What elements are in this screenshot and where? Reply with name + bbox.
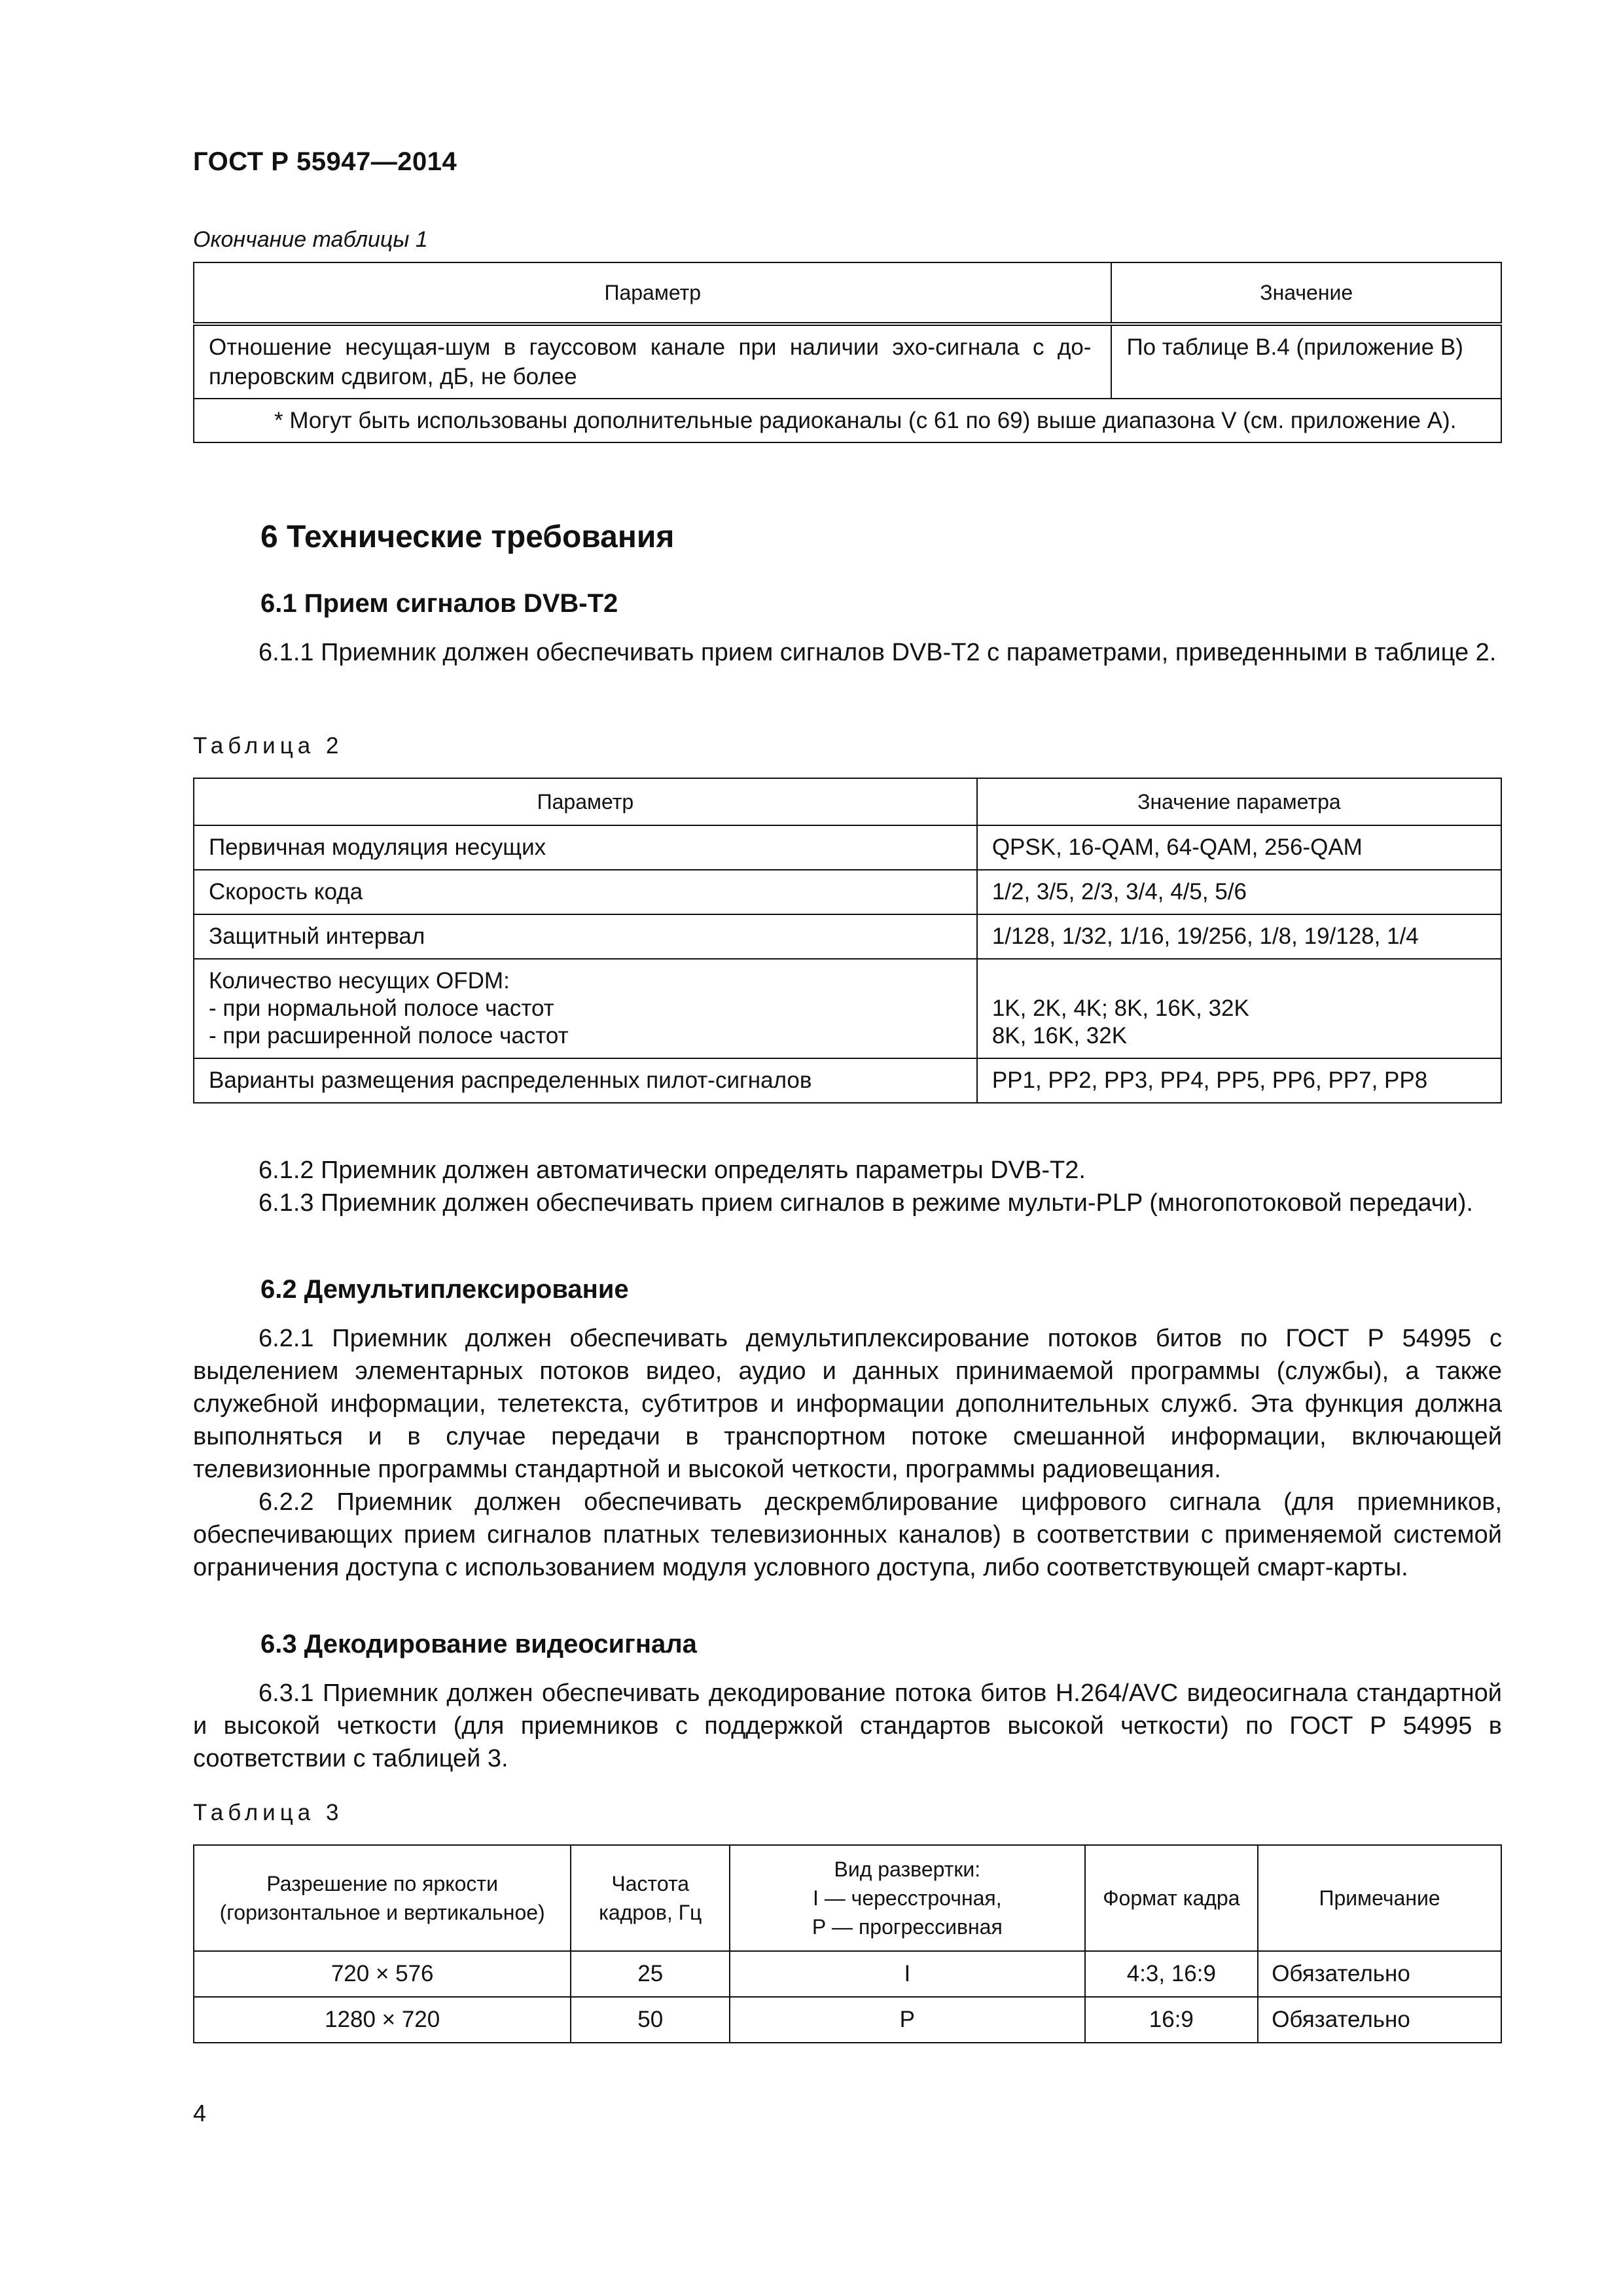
paragraph-6-1-2: 6.1.2 Приемник должен автоматически определять параметры DVB-T2. <box>259 1157 1086 1184</box>
table-3 <box>193 1844 1502 2043</box>
table2-param-cell: Первичная модуляция несущих <box>194 825 977 870</box>
table3-scan-cell: I <box>730 1951 1084 1997</box>
table2-value-cell: PP1, PP2, PP3, PP4, PP5, PP6, PP7, PP8 <box>977 1058 1501 1103</box>
section-6-1-title: 6.1 Прием сигналов DVB-T2 <box>260 589 618 618</box>
standard-code: ГОСТ Р 55947—2014 <box>193 147 457 176</box>
table2-value-cell: QPSK, 16-QAM, 64-QAM, 256-QAM <box>977 825 1501 870</box>
table-row <box>194 1997 1501 2043</box>
table2-param-line: - при нормальной полосе частот <box>209 996 554 1021</box>
table-1 <box>193 262 1502 443</box>
table3-header-format: Формат кадра <box>1085 1845 1258 1951</box>
table3-res-cell: 720 × 576 <box>194 1951 571 1997</box>
table1-value-cell: По таблице В.4 (приложение В) <box>1111 324 1501 399</box>
table2-caption: Таблица 2 <box>193 733 344 759</box>
paragraph-6-2-2: 6.2.2 Приемник должен обеспечивать дескремблирование цифрового сигнала (для приемников, обеспечивающих прием сигналов платных телевизионных каналов) в соответствии с применяемой системой ограничения доступа с использованием модуля условного доступа, либо соответствующей смарт-карты. <box>193 1488 1502 1581</box>
paragraph-6-1-1: 6.1.1 Приемник должен обеспечивать прием сигналов DVB-T2 с параметрами, приведенными в таблице 2. <box>259 639 1497 666</box>
table2-param-cell <box>194 959 977 1058</box>
section-6-3-title: 6.3 Декодирование видеосигнала <box>260 1630 697 1659</box>
table1-footnote: * Могут быть использованы дополнительные радиоканалы (с 61 по 69) выше диапазона V (см. приложение А). <box>194 399 1501 442</box>
table3-header-resolution: Разрешение по яркости (горизонтальное и вертикальное) <box>194 1845 571 1951</box>
table-row <box>194 1951 1501 1997</box>
table3-header-note: Примечание <box>1258 1845 1501 1951</box>
table2-value-line: 1K, 2K, 4K; 8K, 16K, 32K <box>991 996 1249 1021</box>
table2-header-value: Значение параметра <box>977 778 1501 825</box>
table3-header-scan: Вид развертки: I — чересстрочная, Р — прогрессивная <box>730 1845 1084 1951</box>
table2-param-cell: Скорость кода <box>194 870 977 914</box>
table-row <box>194 825 1501 870</box>
table3-res-cell: 1280 × 720 <box>194 1997 571 2043</box>
table2-param-line: Количество несущих OFDM: <box>209 968 510 994</box>
table-row <box>194 1058 1501 1103</box>
table3-fps-cell: 25 <box>571 1951 730 1997</box>
section-6-title: 6 Технические требования <box>260 520 675 554</box>
table2-value-line: 8K, 16K, 32K <box>991 1023 1128 1049</box>
table3-format-cell: 16:9 <box>1085 1997 1258 2043</box>
table2-param-cell: Защитный интервал <box>194 914 977 959</box>
table2-value-cell: 1/2, 3/5, 2/3, 3/4, 4/5, 5/6 <box>977 870 1501 914</box>
table3-note-cell: Обязательно <box>1258 1997 1501 2043</box>
table3-header-framerate: Частота кадров, Гц <box>571 1845 730 1951</box>
table2-param-cell: Варианты размещения распределенных пилот-сигналов <box>194 1058 977 1103</box>
table3-header-row <box>194 1845 1501 1951</box>
table2-param-line: - при расширенной полосе частот <box>209 1023 569 1049</box>
table3-note-cell: Обязательно <box>1258 1951 1501 1997</box>
page-number: 4 <box>193 2100 207 2126</box>
table1-caption: Окончание таблицы 1 <box>193 227 428 252</box>
table2-header-param: Параметр <box>194 778 977 825</box>
table3-format-cell: 4:3, 16:9 <box>1085 1951 1258 1997</box>
table1-header-row <box>194 262 1501 324</box>
paragraph-6-2-1: 6.2.1 Приемник должен обеспечивать демультиплексирование потоков битов по ГОСТ Р 54995 с выделением элементарных потоков видео, аудио и данных принимаемой программы (службы), а также служебной информации, телетекста, субтитров и информации дополнительных служб. Эта функция должна выполняться и в случае передачи в транспортном потоке смешанной информации, включающей телевизионные программы стандартной и высокой четкости, программы радиовещания. <box>193 1325 1502 1483</box>
table2-header-row <box>194 778 1501 825</box>
table-row <box>194 870 1501 914</box>
table2-value-cell <box>977 959 1501 1058</box>
table1-header-param: Параметр <box>194 262 1111 324</box>
section-6-2-title: 6.2 Демультиплексирование <box>260 1275 629 1304</box>
table3-scan-cell: P <box>730 1997 1084 2043</box>
table2-value-cell: 1/128, 1/32, 1/16, 19/256, 1/8, 19/128, 1/4 <box>977 914 1501 959</box>
table1-footnote-row <box>194 399 1501 442</box>
paragraph-6-1-3: 6.1.3 Приемник должен обеспечивать прием сигналов в режиме мульти-PLP (многопотоковой передачи). <box>259 1189 1473 1217</box>
table-row <box>194 324 1501 399</box>
table-2 <box>193 778 1502 1103</box>
table1-param-cell: Отношение несущая-шум в гауссовом канале при наличии эхо-сигнала с до-плеровским сдвигом, дБ, не более <box>194 324 1111 399</box>
paragraph-6-3-1: 6.3.1 Приемник должен обеспечивать декодирование потока битов H.264/AVC видеосигнала стандартной и высокой четкости (для приемников с поддержкой стандартов высокой четкости) по ГОСТ Р 54995 в соответствии с таблицей 3. <box>193 1679 1502 1772</box>
table-row <box>194 959 1501 1058</box>
table1-header-value: Значение <box>1111 262 1501 324</box>
table-row <box>194 914 1501 959</box>
table3-caption: Таблица 3 <box>193 1800 344 1825</box>
table3-fps-cell: 50 <box>571 1997 730 2043</box>
